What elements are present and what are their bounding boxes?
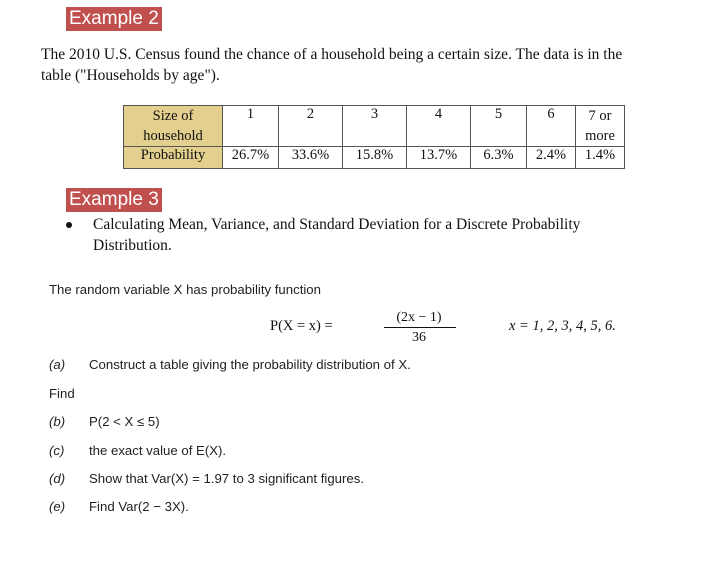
formula-numerator: (2x − 1) <box>396 310 442 325</box>
probability-cell: 6.3% <box>471 147 527 169</box>
formula-denominator: 36 <box>412 330 426 345</box>
household-size-cell: 2 <box>279 106 343 147</box>
formula-domain: x = 1, 2, 3, 4, 5, 6. <box>509 318 616 334</box>
part-text: Show that Var(X) = 1.97 to 3 significant figures. <box>89 471 365 486</box>
probability-cell: 1.4% <box>576 147 625 169</box>
household-size-row <box>124 106 625 147</box>
example-3-heading: Example 3 <box>66 188 162 212</box>
bullet-text: Calculating Mean, Variance, and Standard Deviation for a Discrete Probability Distribution. <box>93 216 581 254</box>
household-size-cell: 3 <box>343 106 407 147</box>
probability-row <box>124 147 625 169</box>
part-c <box>49 443 226 458</box>
household-size-cell: 5 <box>471 106 527 147</box>
part-b <box>49 414 160 429</box>
example-2-heading: Example 2 <box>66 7 162 31</box>
formula-fraction-bar <box>384 327 456 328</box>
part-label: (e) <box>49 499 66 514</box>
probability-cell: 13.7% <box>407 147 471 169</box>
part-e <box>49 499 189 514</box>
example-2-intro: The 2010 U.S. Census found the chance of a household being a certain size. The data is in the table ("Households by age"). <box>41 46 623 84</box>
household-size-cell: 6 <box>527 106 576 147</box>
part-label: (b) <box>49 414 66 429</box>
probability-cell: 26.7% <box>223 147 279 169</box>
part-d <box>49 471 364 486</box>
household-size-cell: 7 or more <box>576 106 625 147</box>
part-text: Construct a table giving the probability distribution of X. <box>89 357 411 372</box>
household-size-cell: 1 <box>223 106 279 147</box>
part-label: (c) <box>49 443 65 458</box>
probability-cell: 15.8% <box>343 147 407 169</box>
bullet-icon <box>66 222 72 228</box>
household-size-cell: 4 <box>407 106 471 147</box>
find-label: Find <box>49 386 75 401</box>
probability-label: Probability <box>124 147 223 169</box>
formula-lhs: P(X = x) = <box>270 318 333 334</box>
household-size-table <box>123 105 625 169</box>
part-text: P(2 < X ≤ 5) <box>89 414 160 429</box>
part-label: (a) <box>49 357 66 372</box>
part-text: Find Var(2 − 3X). <box>89 499 189 514</box>
part-text: the exact value of E(X). <box>89 443 227 458</box>
part-label: (d) <box>49 471 66 486</box>
part-a <box>49 357 411 372</box>
household-size-label: Size of household <box>124 106 223 147</box>
probability-cell: 33.6% <box>279 147 343 169</box>
random-variable-intro: The random variable X has probability function <box>49 282 321 297</box>
probability-cell: 2.4% <box>527 147 576 169</box>
